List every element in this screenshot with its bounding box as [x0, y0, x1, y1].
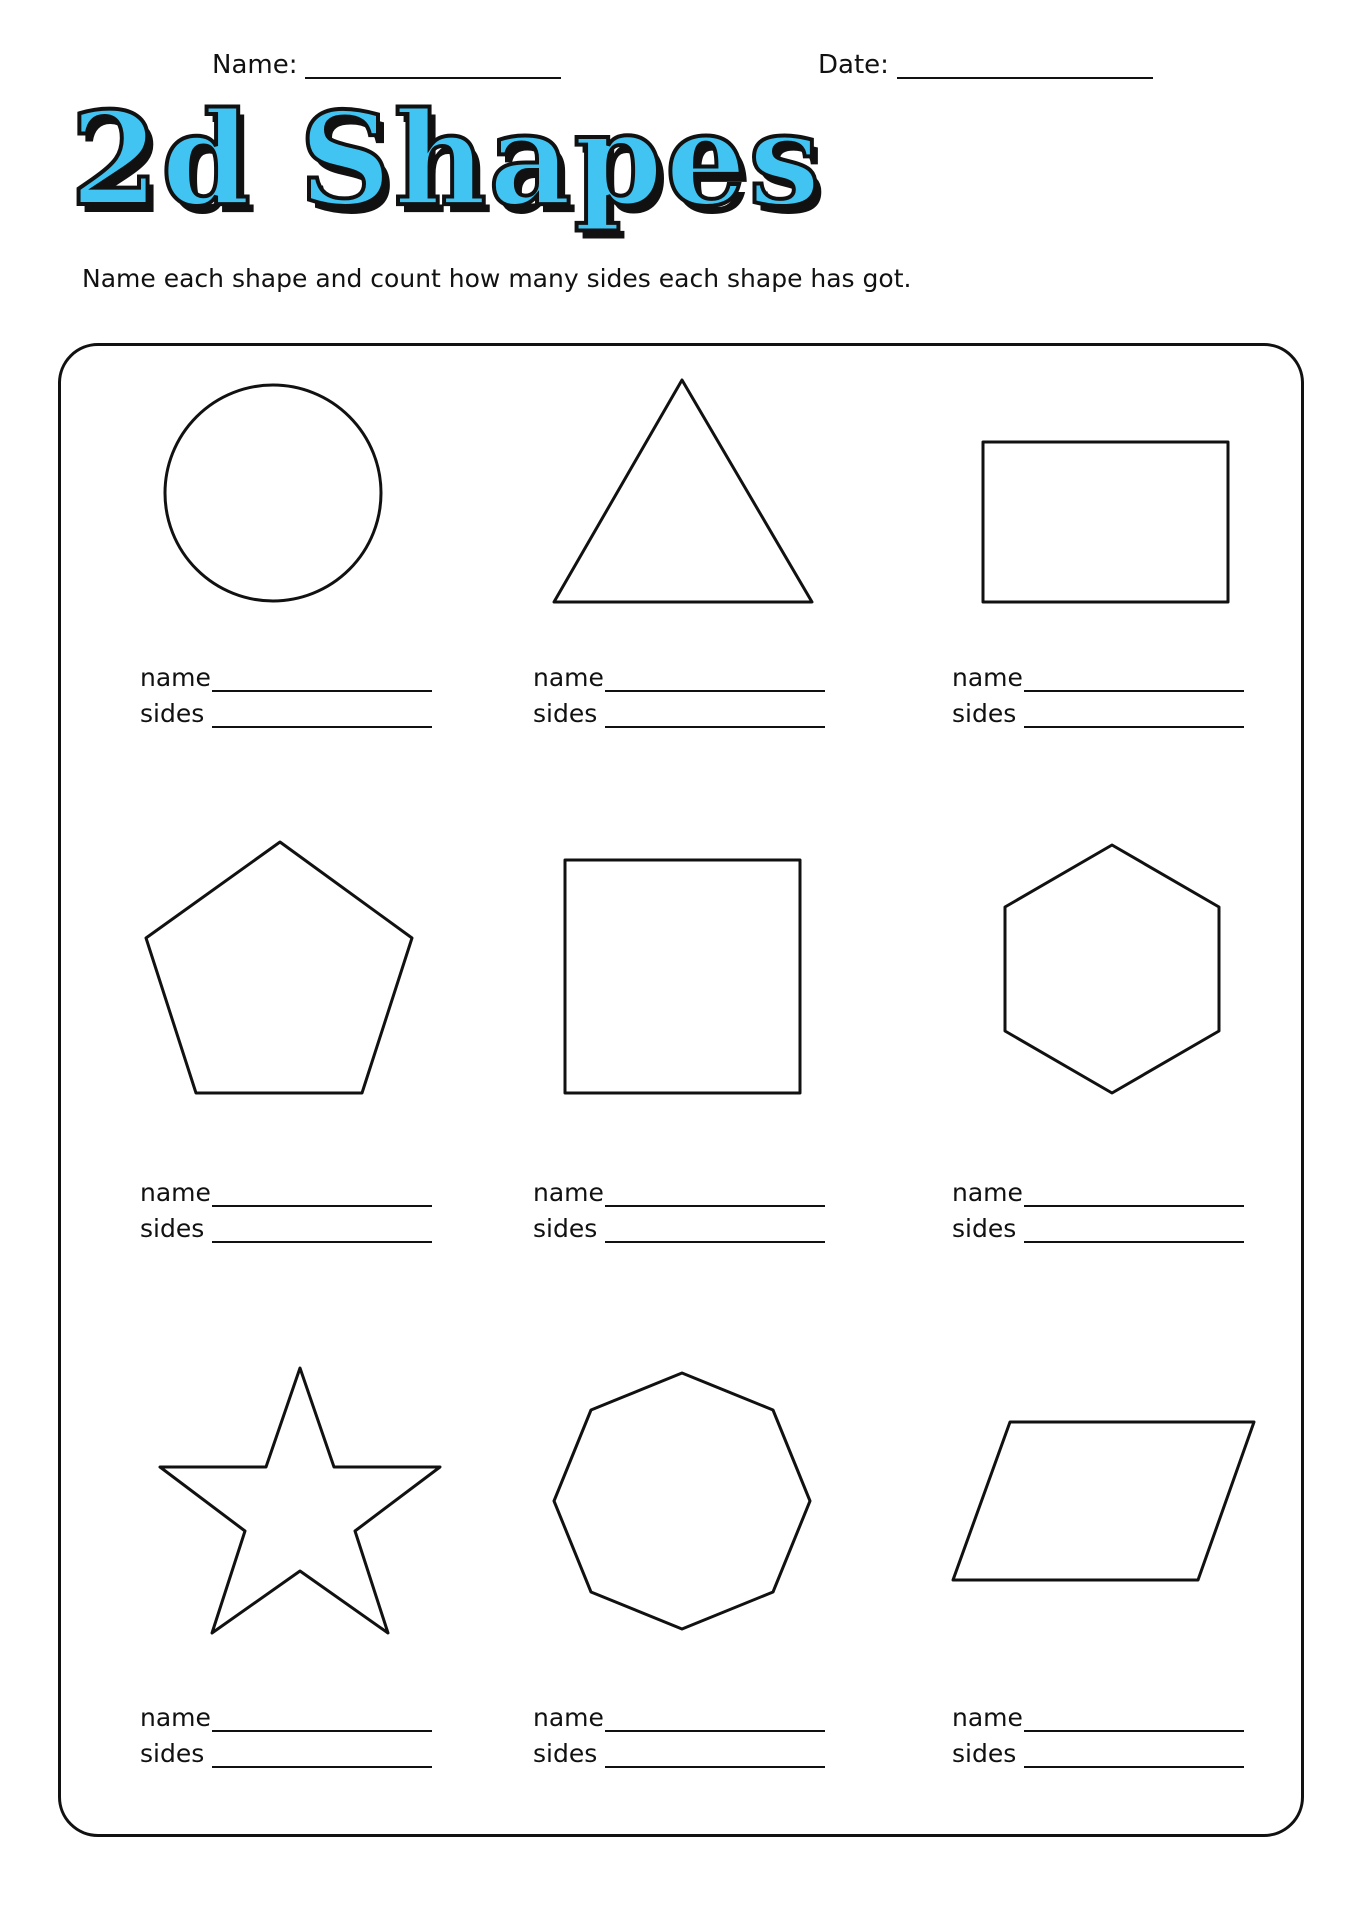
- name-answer-line[interactable]: [212, 664, 432, 692]
- pentagon-icon: [146, 842, 412, 1093]
- sides-answer-line[interactable]: [212, 700, 432, 728]
- star-icon: [160, 1368, 440, 1633]
- sides-label: sides: [140, 699, 205, 728]
- sides-answer-line[interactable]: [605, 1215, 825, 1243]
- name-label: name: [952, 1703, 1023, 1732]
- answer-block-square: [533, 1175, 825, 1247]
- sides-label: sides: [952, 1739, 1017, 1768]
- name-label: name: [952, 1178, 1023, 1207]
- name-label: Name:: [212, 50, 298, 80]
- sides-label: sides: [533, 699, 598, 728]
- square-icon: [565, 860, 800, 1093]
- sides-answer-line[interactable]: [605, 700, 825, 728]
- answer-block-star: [140, 1700, 432, 1772]
- sides-answer-line[interactable]: [212, 1740, 432, 1768]
- sides-answer-line[interactable]: [1024, 1215, 1244, 1243]
- name-answer-line[interactable]: [212, 1704, 432, 1732]
- sides-answer-line[interactable]: [212, 1215, 432, 1243]
- name-label: name: [533, 1703, 604, 1732]
- answer-block-pentagon: [140, 1175, 432, 1247]
- answer-block-hexagon: [952, 1175, 1244, 1247]
- name-answer-line[interactable]: [605, 1704, 825, 1732]
- name-label: name: [140, 1703, 211, 1732]
- answer-block-rectangle: [952, 660, 1244, 732]
- answer-block-circle: [140, 660, 432, 732]
- name-answer-line[interactable]: [605, 664, 825, 692]
- name-label: name: [533, 663, 604, 692]
- sides-answer-line[interactable]: [1024, 700, 1244, 728]
- octagon-icon: [554, 1373, 810, 1629]
- name-answer-line[interactable]: [212, 1179, 432, 1207]
- name-label: name: [140, 1178, 211, 1207]
- sides-label: sides: [952, 1214, 1017, 1243]
- instruction-text: Name each shape and count how many sides each shape has got.: [82, 264, 912, 293]
- triangle-icon: [554, 380, 812, 602]
- answer-block-octagon: [533, 1700, 825, 1772]
- sides-answer-line[interactable]: [605, 1740, 825, 1768]
- name-answer-line[interactable]: [1024, 1179, 1244, 1207]
- name-answer-line[interactable]: [1024, 664, 1244, 692]
- sides-answer-line[interactable]: [1024, 1740, 1244, 1768]
- sides-label: sides: [533, 1214, 598, 1243]
- sides-label: sides: [952, 699, 1017, 728]
- sides-label: sides: [140, 1214, 205, 1243]
- hexagon-icon: [1005, 845, 1219, 1093]
- sides-label: sides: [533, 1739, 598, 1768]
- name-label: name: [952, 663, 1023, 692]
- parallelogram-icon: [953, 1422, 1254, 1580]
- circle-icon: [165, 385, 381, 601]
- page-title: 2d Shapes: [70, 85, 823, 235]
- answer-block-triangle: [533, 660, 825, 732]
- name-answer-line[interactable]: [605, 1179, 825, 1207]
- name-label: name: [140, 663, 211, 692]
- name-label: name: [533, 1178, 604, 1207]
- name-answer-line[interactable]: [1024, 1704, 1244, 1732]
- answer-block-parallelogram: [952, 1700, 1244, 1772]
- rectangle-icon: [983, 442, 1228, 602]
- date-label: Date:: [818, 50, 889, 80]
- sides-label: sides: [140, 1739, 205, 1768]
